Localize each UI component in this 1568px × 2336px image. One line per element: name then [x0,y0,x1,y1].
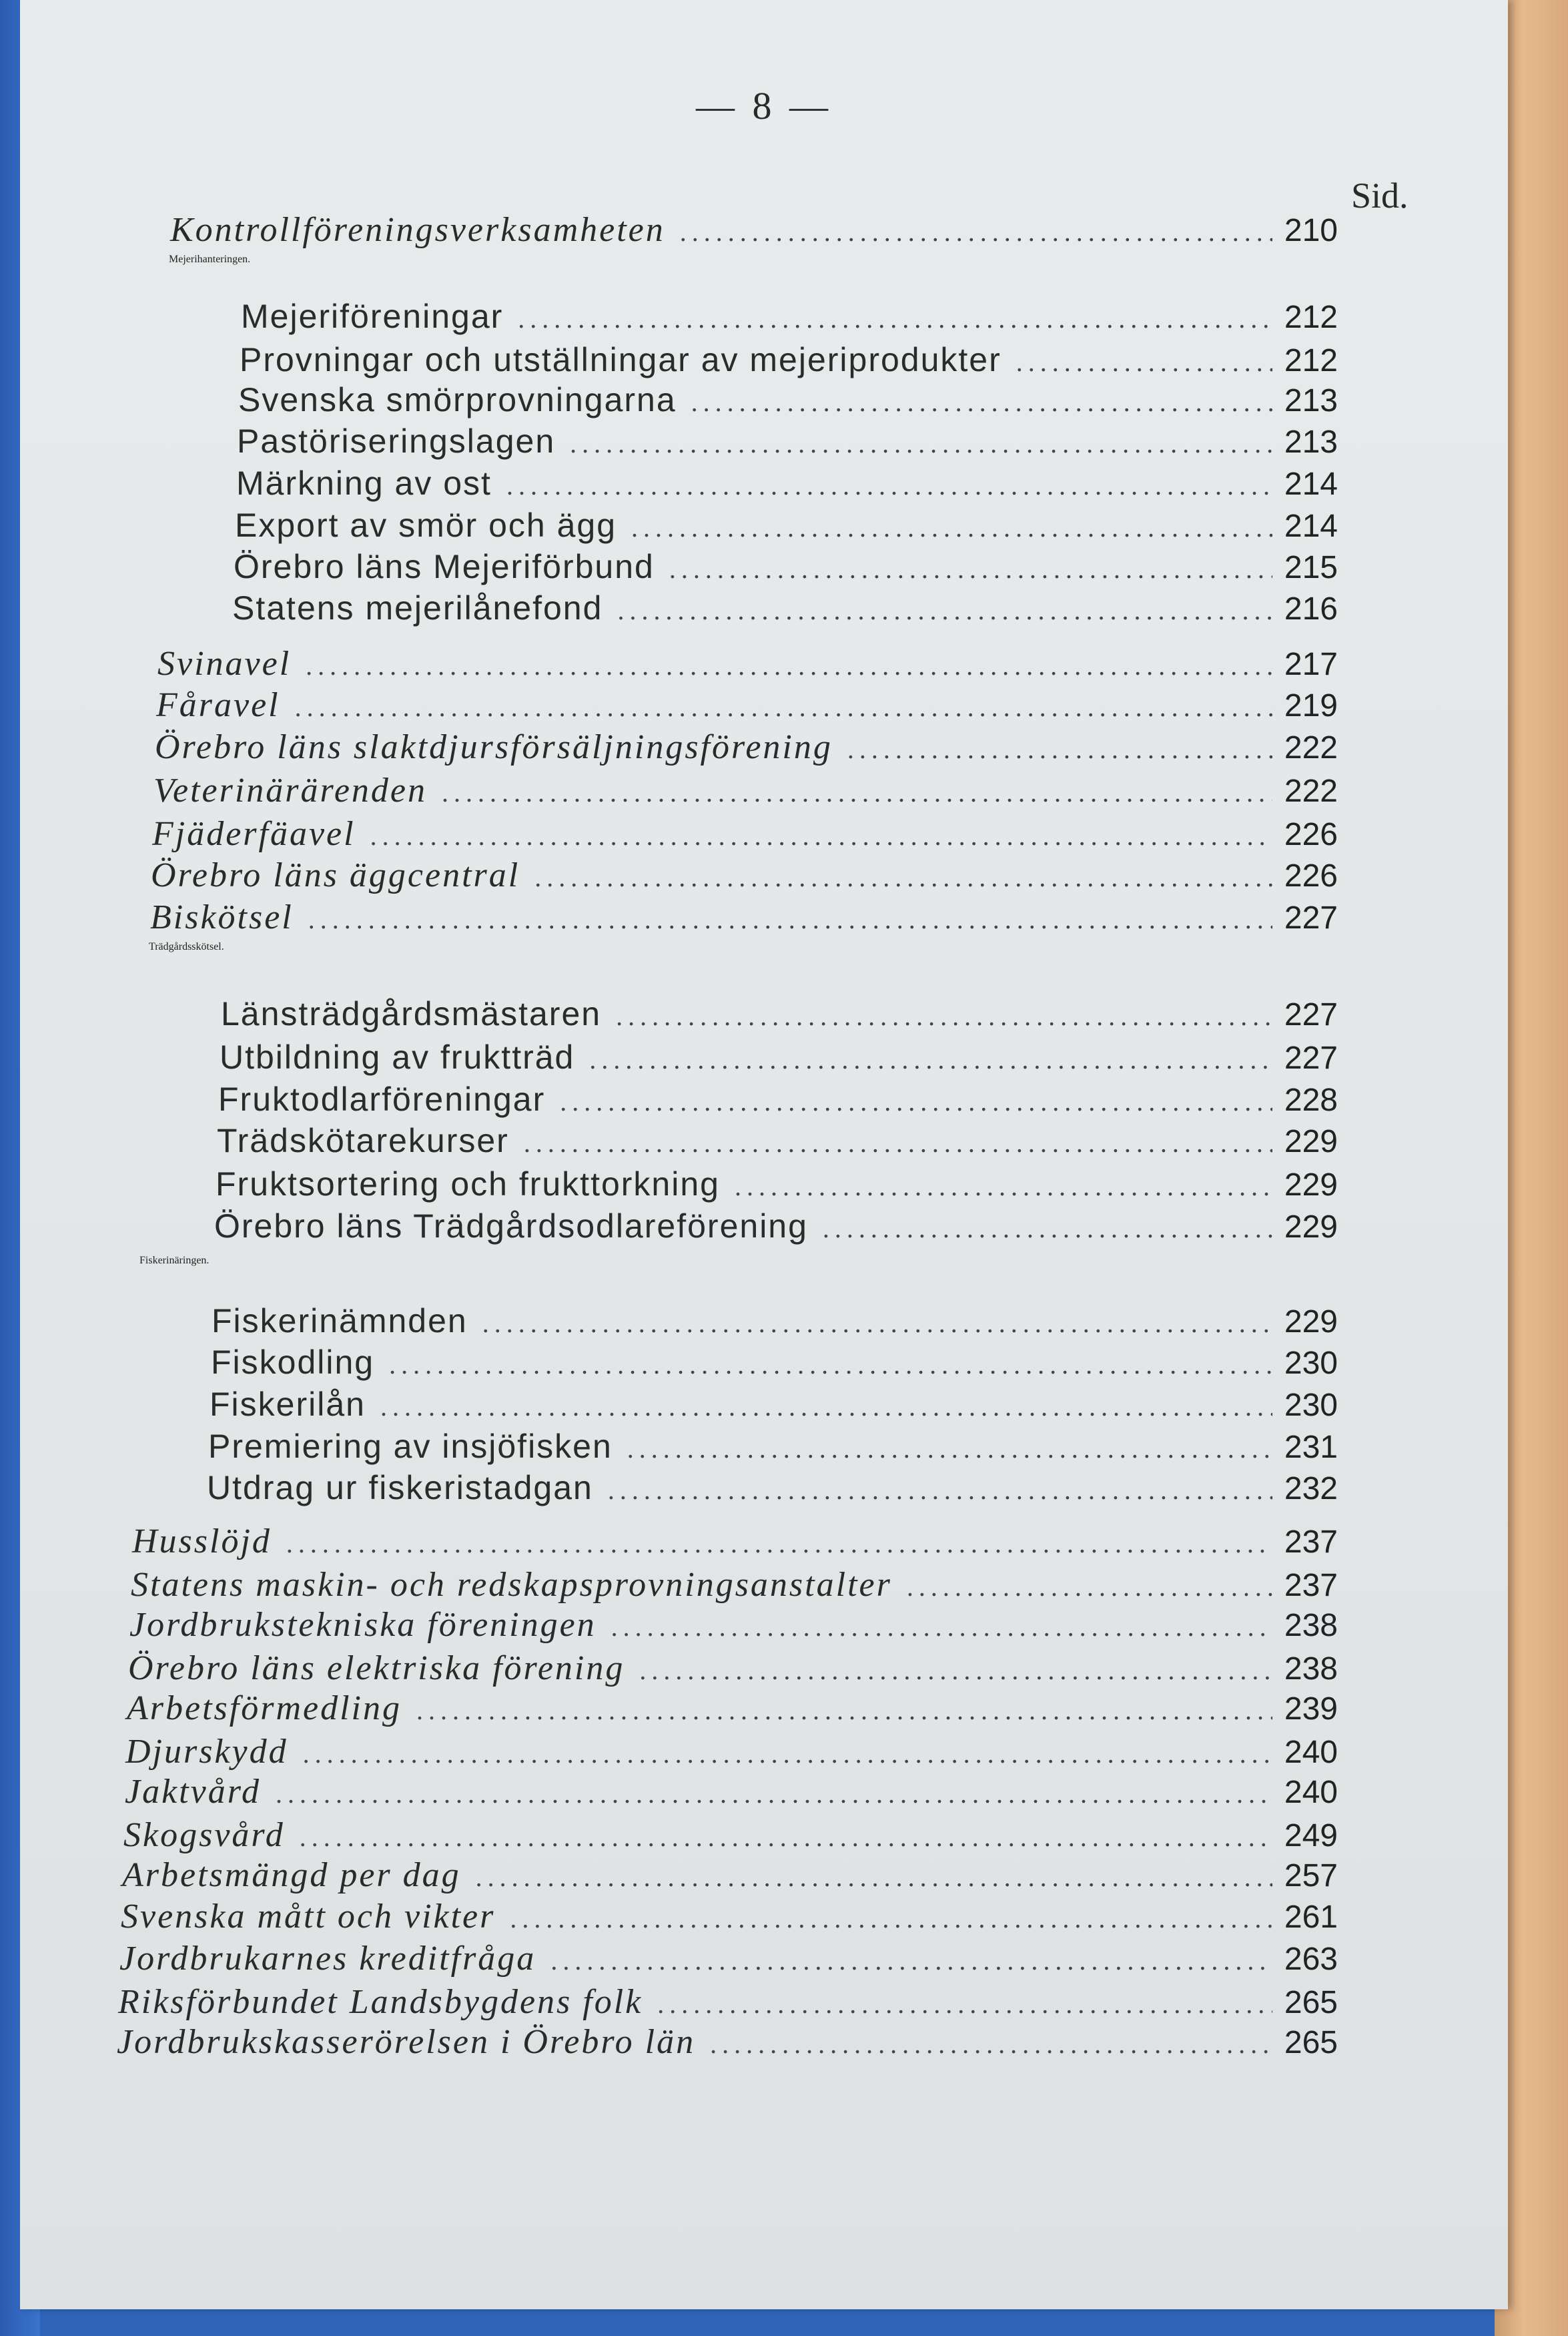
dot-leader [627,1433,1272,1464]
toc-entry-page: 227 [1284,997,1338,1033]
toc-entry [118,1982,1338,2026]
toc-entry-page: 240 [1284,1735,1338,1770]
toc-entry-title: Veterinärärenden [153,772,427,810]
dot-leader [1016,346,1272,378]
toc-entry [235,506,1338,550]
toc-entry [211,1343,1338,1387]
toc-entry-title: Svinavel [157,645,292,683]
dot-leader [907,1571,1272,1602]
dot-leader [589,1044,1272,1075]
toc-entry-page: 227 [1284,1041,1338,1076]
dot-leader [550,1945,1272,1976]
toc-entry [221,994,1338,1039]
toc-entry-title: Jordbrukarnes kreditfråga [119,1940,536,1978]
dot-leader [735,1171,1272,1202]
toc-entry [121,1897,1338,1941]
toc-entry-title: Fjäderfäavel [152,815,356,853]
toc-entry [207,1468,1338,1512]
toc-entry [119,1939,1338,1983]
toc-entry-title: Arbetsförmedling [127,1689,402,1727]
dot-leader [476,1861,1272,1893]
dot-leader [823,1213,1272,1244]
dot-leader [518,303,1272,334]
toc-entry-title: Skogsvård [123,1816,285,1854]
toc-entry-page: 219 [1284,688,1338,723]
toc-entry-title: Svenska smörprovningarna [238,381,677,418]
toc-entry-title: Fiskerilån [210,1386,366,1423]
dot-leader [680,216,1272,248]
toc-entry-title: Örebro läns slaktdjursförsäljningsförening [155,728,833,766]
toc-entry-title: Fiskodling [211,1344,375,1381]
toc-entry [150,898,1338,942]
toc-entry-title: Fruktsortering och frukttorkning [216,1165,720,1203]
dot-leader [617,595,1272,626]
book-page [20,0,1508,2309]
toc-entry [212,1301,1338,1346]
dot-leader [639,1655,1272,1686]
toc-entry-title: Örebro läns Mejeriförbund [234,548,655,585]
toc-entry-page: 228 [1284,1083,1338,1118]
toc-entry-title: Fiskerinämnden [212,1302,468,1340]
toc-entry-page: 238 [1284,1651,1338,1687]
toc-entry [216,1165,1338,1209]
dot-leader [631,512,1272,543]
toc-entry-title: Premiering av insjöfisken [208,1428,613,1465]
dot-leader [276,1778,1272,1809]
toc-entry-page: 238 [1284,1608,1338,1643]
toc-entry [132,1522,1338,1566]
toc-entry [217,1121,1338,1165]
toc-entry [220,1038,1338,1082]
toc-entry [125,1772,1338,1816]
toc-entry [170,210,1338,254]
toc-entry [152,814,1338,858]
toc-entry-page: 215 [1284,550,1338,585]
toc-entry-title: Örebro läns elektriska förening [128,1649,625,1687]
dot-leader [389,1349,1272,1380]
dot-leader [442,777,1272,808]
toc-entry-title: Länsträdgårdsmästaren [221,995,602,1033]
toc-entry-page: 230 [1284,1346,1338,1381]
toc-entry-title: Jordbrukskasserörelsen i Örebro län [117,2023,696,2061]
toc-entry-page: 239 [1284,1691,1338,1727]
toc-entry-title: Trädgårdsskötsel. [149,941,224,952]
dot-leader [286,1528,1272,1559]
toc-entry [153,771,1338,815]
toc-entry [169,254,1338,298]
toc-entry [131,1565,1338,1609]
toc-entry-title: Kontrollföreningsverksamheten [170,211,665,249]
toc-entry-page: 231 [1284,1430,1338,1465]
dot-leader [300,1821,1272,1853]
toc-entry-title: Svenska mått och vikter [121,1897,496,1936]
dot-leader [691,386,1272,418]
toc-entry-title: Trädskötarekurser [217,1122,509,1159]
toc-entry [210,1385,1338,1429]
toc-entry-title: Utbildning av fruktträd [220,1039,575,1076]
toc-entry-title: Fruktodlarföreningar [218,1081,546,1118]
toc-entry-page: 265 [1284,1985,1338,2020]
toc-entry [122,1855,1338,1900]
dot-leader [616,1000,1272,1032]
toc-entry-page: 222 [1284,774,1338,809]
toc-entry-page: 222 [1284,730,1338,766]
column-header-sid: Sid. [1351,176,1409,216]
toc-entry-page: 263 [1284,1942,1338,1977]
toc-entry-page: 237 [1284,1568,1338,1603]
toc-entry-title: Fåravel [156,686,280,724]
dot-leader [657,1988,1272,2020]
toc-entry-page: 232 [1284,1471,1338,1506]
dot-leader [524,1127,1272,1159]
dot-leader [482,1307,1272,1339]
dot-leader [560,1086,1272,1117]
toc-entry-page: 214 [1284,467,1338,502]
toc-entry-title: Jordbrukstekniska föreningen [129,1606,597,1644]
dot-leader [510,1903,1272,1934]
toc-entry-page: 217 [1284,647,1338,682]
toc-entry-page: 229 [1284,1124,1338,1159]
dot-leader [306,650,1272,681]
toc-entry-page: 226 [1284,817,1338,852]
toc-entry-title: Riksförbundet Landsbygdens folk [118,1983,643,2021]
toc-entry-page: 210 [1284,213,1338,248]
toc-entry-title: Biskötsel [150,898,294,936]
toc-entry [156,685,1338,729]
toc-entry [139,1255,1338,1299]
dot-leader [370,820,1272,852]
toc-entry-page: 226 [1284,858,1338,894]
toc-entry [155,727,1338,772]
dot-leader [611,1611,1272,1643]
toc-entry [234,547,1338,591]
toc-entry-title: Örebro läns äggcentral [151,856,520,894]
dot-leader [380,1391,1272,1422]
toc-entry-page: 229 [1284,1304,1338,1340]
toc-entry [214,1207,1338,1251]
dot-leader [608,1474,1272,1506]
toc-entry-title: Statens mejerilånefond [232,589,603,627]
toc-entry-page: 237 [1284,1524,1338,1560]
toc-entry [128,1649,1338,1693]
dot-leader [847,734,1272,765]
toc-entry-page: 213 [1284,383,1338,418]
toc-entry [123,1815,1338,1859]
dot-leader [308,904,1272,935]
toc-entry [236,464,1338,508]
toc-entry-page: 216 [1284,591,1338,627]
toc-entry [129,1605,1338,1649]
toc-entry [218,1080,1338,1124]
toc-entry [125,1732,1338,1776]
toc-entry [117,2022,1338,2066]
dot-leader [710,2028,1272,2060]
toc-entry-page: 240 [1284,1775,1338,1810]
dot-leader [295,691,1272,723]
toc-entry-title: Pastöriseringslagen [237,422,556,460]
toc-entry-page: 229 [1284,1167,1338,1203]
toc-entry [208,1427,1338,1471]
toc-entry-page: 249 [1284,1818,1338,1853]
toc-entry-title: Jaktvård [125,1773,261,1811]
toc-entry-title: Fiskerinäringen. [139,1255,210,1266]
toc-entry-title: Provningar och utställningar av mejeriprodukter [240,341,1002,378]
toc-entry [237,422,1338,466]
dot-leader [534,862,1272,893]
toc-entry-title: Export av smör och ägg [235,507,617,544]
dot-leader [416,1695,1272,1726]
toc-entry-title: Mejerihanteringen. [169,254,251,265]
toc-entry-page: 214 [1284,509,1338,544]
toc-entry [157,644,1338,688]
page-number: — 8 — [696,84,832,127]
toc-entry-page: 213 [1284,424,1338,460]
dot-leader [506,470,1272,501]
toc-entry [232,589,1338,633]
toc-entry-title: Märkning av ost [236,465,492,502]
toc-entry-title: Örebro läns Trädgårdsodlareförening [214,1207,808,1245]
toc-entry [238,380,1338,424]
toc-entry-page: 212 [1284,343,1338,378]
toc-entry [240,340,1338,384]
toc-entry-page: 229 [1284,1209,1338,1245]
table-of-contents [20,0,1508,2309]
toc-entry [127,1689,1338,1733]
toc-entry-title: Mejeriföreningar [241,298,504,335]
toc-entry-page: 261 [1284,1900,1338,1935]
toc-entry-title: Statens maskin- och redskapsprovningsanstalter [131,1566,892,1604]
dot-leader [669,553,1272,585]
dot-leader [570,428,1272,459]
toc-entry-title: Utdrag ur fiskeristadgan [207,1469,593,1506]
dot-leader [303,1738,1272,1769]
toc-entry-title: Arbetsmängd per dag [122,1856,461,1894]
toc-entry-page: 265 [1284,2025,1338,2060]
toc-entry-page: 230 [1284,1388,1338,1423]
toc-entry [149,941,1338,985]
toc-entry [241,297,1338,341]
toc-entry-page: 227 [1284,900,1338,936]
toc-entry-page: 212 [1284,300,1338,335]
toc-entry-title: Djurskydd [125,1733,288,1771]
toc-entry-title: Husslöjd [132,1522,272,1560]
toc-entry-page: 257 [1284,1858,1338,1893]
toc-entry [151,856,1338,900]
